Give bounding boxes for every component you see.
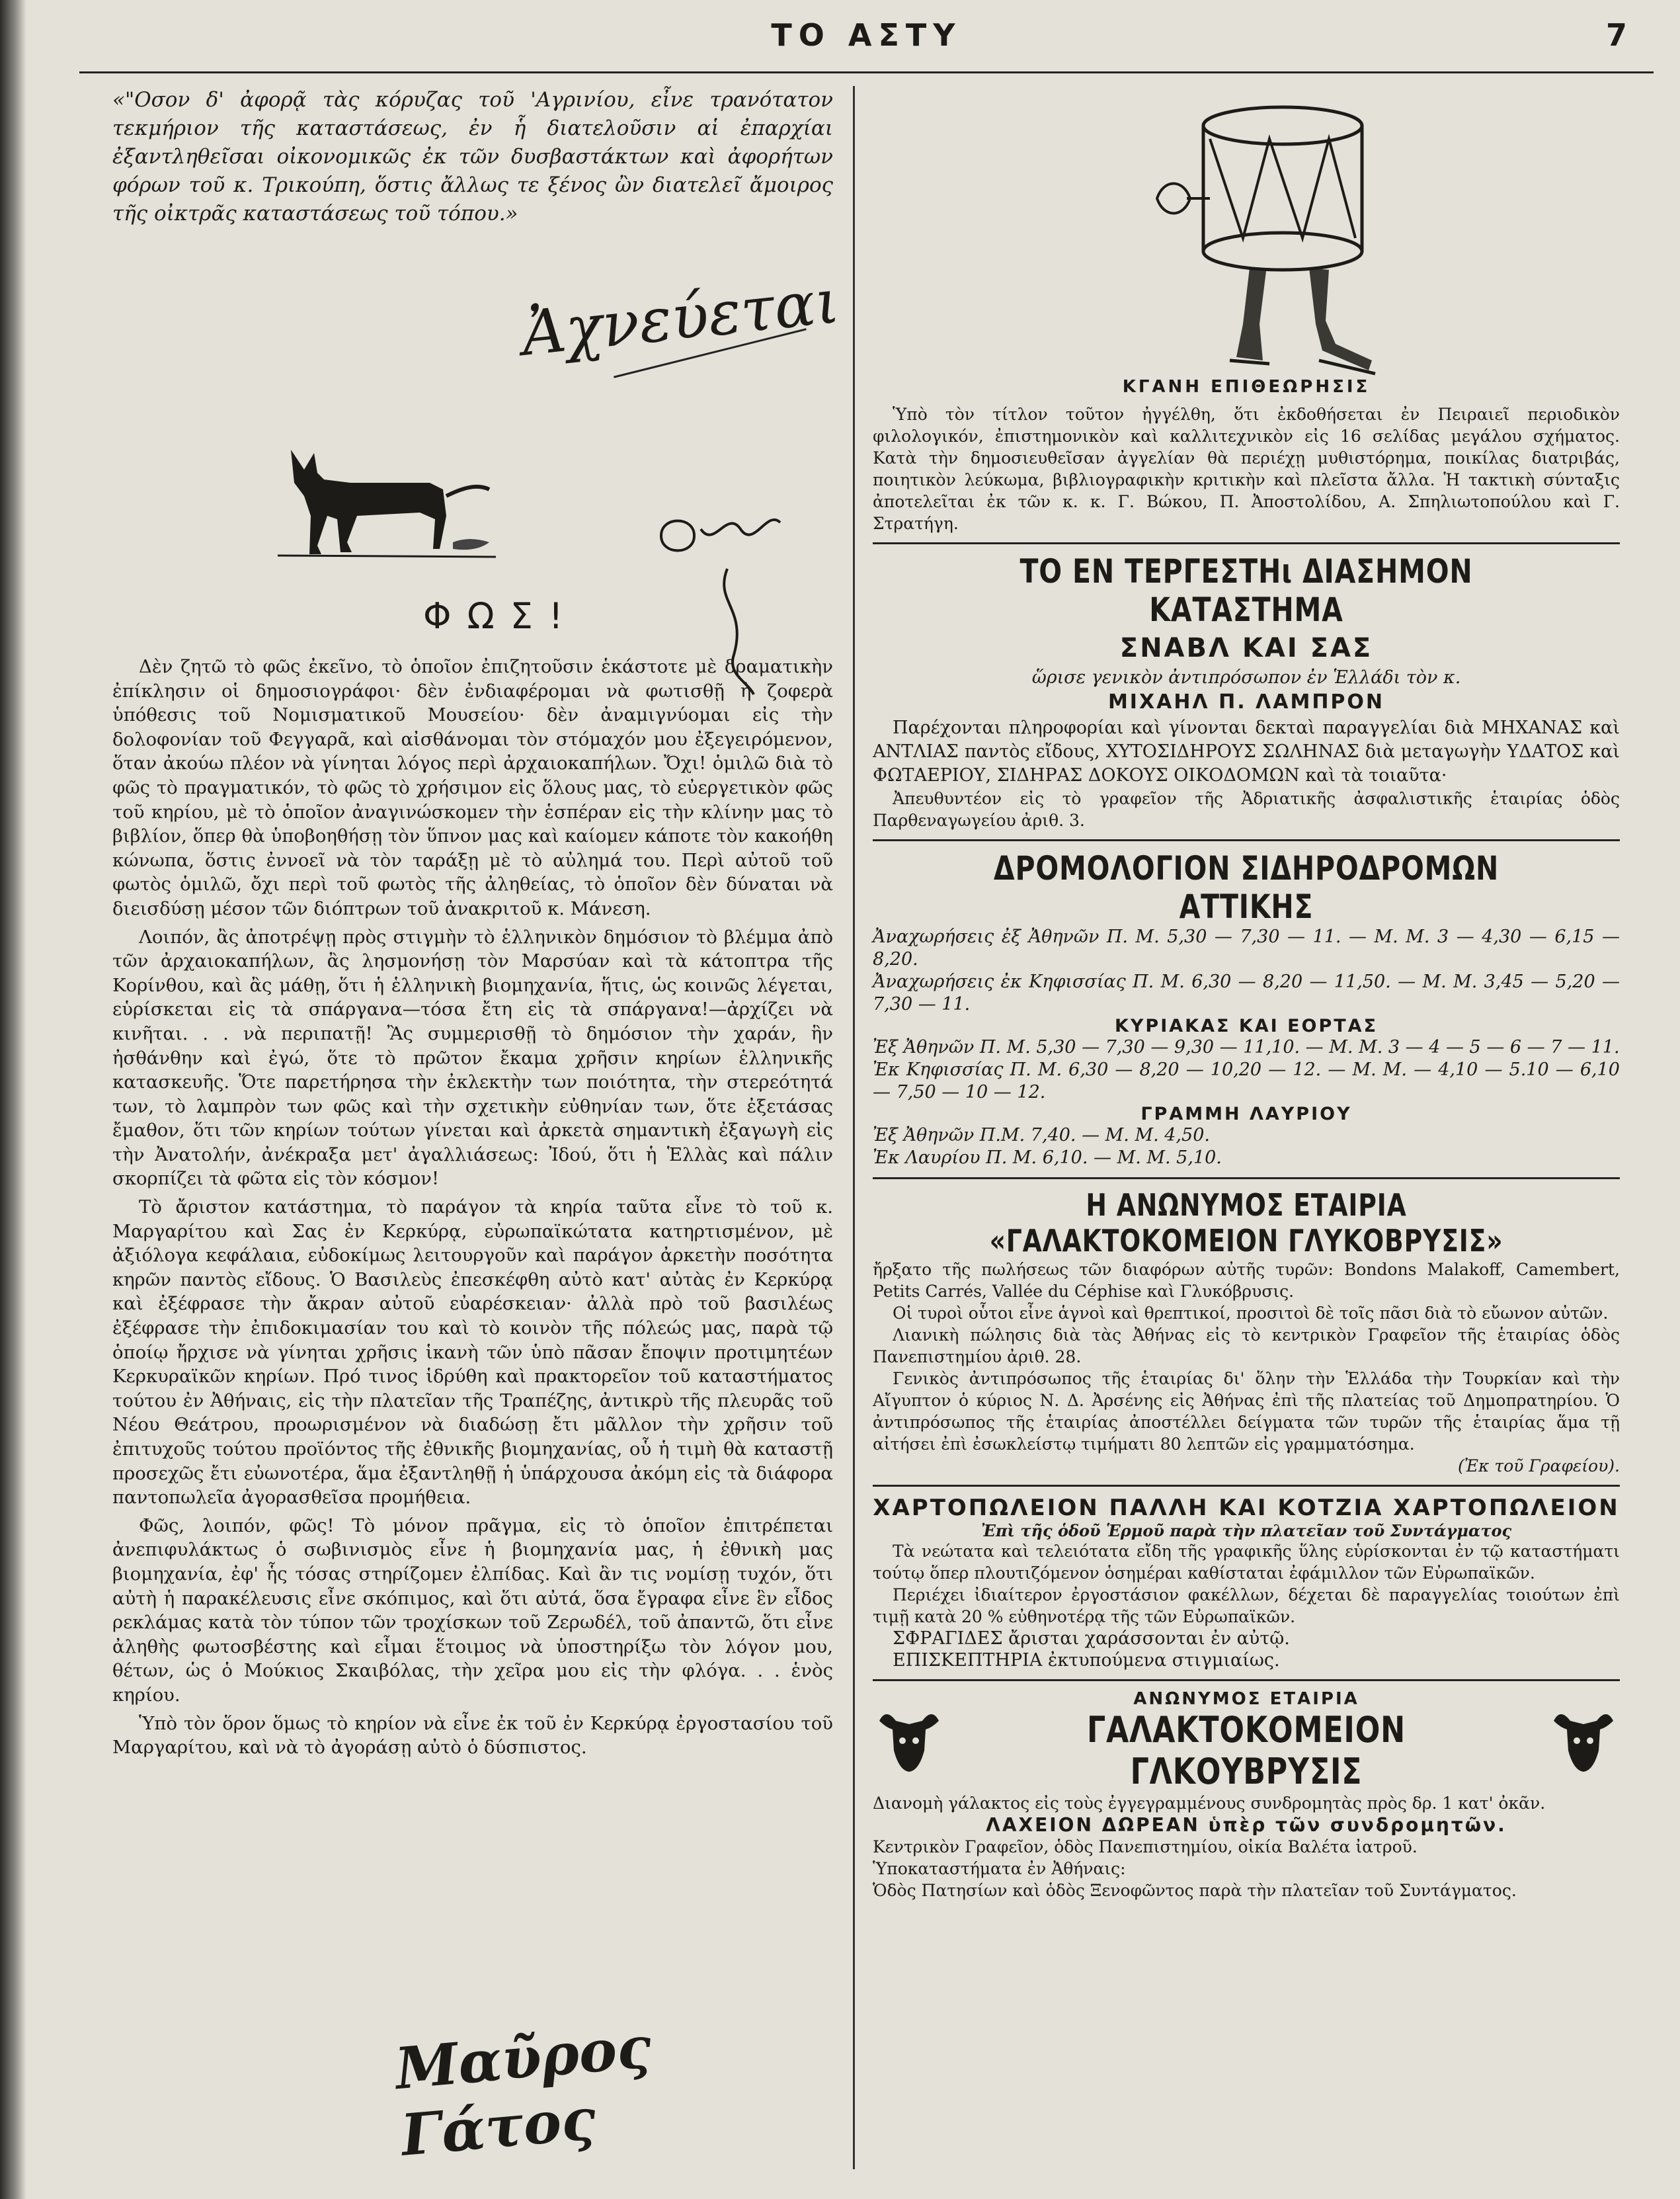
bull-head-icon <box>1547 1704 1620 1777</box>
ad-representative-name: ΜΙΧΑΗΛ Π. ΛΑΜΠΡΟΝ <box>1107 690 1385 714</box>
ad-text: ΣΦΡΑΓΙΔΕΣ ἄρισται χαράσσονται ἐν αὐτῷ. <box>893 1628 1290 1649</box>
timetable-subtitle: ΚΥΡΙΑΚΑΣ ΚΑΙ ΕΟΡΤΑΣ <box>1114 1016 1379 1036</box>
article-paragraph: Ὑπὸ τὸν ὅρον ὅμως τὸ κηρίον νὰ εἶνε ἐκ τοῦ ἐν Κερκύρᾳ ἐργοστασίου τοῦ Μαργαρίτου, καὶ νὰ τὸ ἀγοράσῃ αὐτὸ ὁ δύσπιστος. <box>112 1712 833 1759</box>
signature-text: Ἀχνεύεται <box>518 265 843 370</box>
timetable-line: Ἐξ Ἀθηνῶν Π. Μ. 5,30 — 7,30 — 9,30 — 11,10. — Μ. Μ. 3 — 4 — 5 — 6 — 7 — 11. <box>873 1037 1620 1058</box>
timetable-line: Ἀναχωρήσεις ἐξ Ἀθηνῶν Π. Μ. 5,30 — 7,30 — 11. — Μ. Μ. 3 — 4,30 — 6,15 — 8,20. <box>873 927 1620 970</box>
ad-text: Περιέχει ἰδιαίτερον ἐργοστάσιον φακέλλων, δέχεται δὲ παραγγελίας τοιούτων ἐπὶ τιμῇ κατὰ 20 % εὐθηνοτέρᾳ τῆς τῶν Εὐρωπαϊκῶν. <box>873 1585 1620 1626</box>
divider <box>873 542 1620 544</box>
ad-text: ΛΑΧΕΙΟΝ ΔΩΡΕΑΝ ὑπὲρ τῶν συνδρομητῶν. <box>986 1814 1507 1836</box>
article-paragraph: Τὸ ἄριστον κατάστημα, τὸ παράγον τὰ κηρία ταῦτα εἶνε τὸ τοῦ κ. Μαργαρίτου καὶ Σας ἐν Κερκύρᾳ, εὐρωπαϊκώτατα κατηρτισμένον, μὲ ἀξιόλογα κεφάλαια, εὐδοκίμως λειτουργοῦν καὶ παράγον ἀρκετὴν ποσότητα κηρῶν παντὸς εἴδους. Ὁ Βασιλεὺς ἐπεσκέφθη αὐτὸ κατ' αὐτὰς ἐν Κερκύρᾳ καὶ ἐξέφρασε τὴν ἄκραν αὐτοῦ εὐαρέσκειαν· ἀλλὰ πρὸ τοῦ βασιλέως ἐξέφρασε τὴν ἐπιδοκιμασίαν του καὶ τὸ κοινὸν τῆς πόλεώς μας, παρὰ τῷ ὁποίῳ ἤρχισε νὰ γίνηται χρῆσις ἱκανὴ τῶν ὑπὸ πᾶσαν ἔποψιν προτιμητέων Κερκυραϊκῶν κηρίων. Πρό τινος ἱδρύθη καὶ πρακτορεῖον τοῦ καταστήματος τούτου ἐν Ἀθήναις, εἰς τὴν πλατεῖαν τῆς Τραπέζης, ἀντικρὺ τῆς πλευρᾶς τοῦ Νέου Θεάτρου, προωρισμένον νὰ διαδώσῃ ἔτι μᾶλλον τὴν χρῆσιν τοῦ ἐπιτυχοῦς τούτου προϊόντος τῆς ἐθνικῆς βιομηχανίας, οὗ ἡ τιμὴ θὰ καταστῇ προσεχῶς ἔτι εὐωνοτέρα, ἅμα ἐξαντληθῇ ἡ ὑπάρχουσα ἀκόμη εἰς τὰ διάφορα παντοπωλεῖα ἀγορασθεῖσα προμήθεια. <box>112 1196 833 1509</box>
drum-legs-illustration <box>1150 99 1402 377</box>
ad-text: Ὑποκαταστήματα ἐν Ἀθήναις: <box>873 1859 1126 1878</box>
newspaper-title: ΤΟ ΑΣΤΥ <box>771 17 962 53</box>
ad-galakto-header <box>873 1689 1620 1792</box>
scribble-text: ὁμ ἡ <box>668 477 682 485</box>
ad-top-title: ΑΝΩΝΥΜΟΣ ΕΤΑΙΡΙΑ <box>1133 1689 1359 1709</box>
ad-firm-snavl: ΣΝΑΒΛ ΚΑΙ ΣΑΣ <box>1119 633 1373 663</box>
divider <box>873 1679 1620 1681</box>
page-header <box>79 12 1654 73</box>
ad-line: ὥρισε γενικὸν ἀντιπρόσωπον ἐν Ἑλλάδι τὸν κ. <box>1031 667 1461 688</box>
divider <box>873 1485 1620 1487</box>
timetable-line: Ἐξ Ἀθηνῶν Π.Μ. 7,40. — Μ. Μ. 4,50. <box>873 1125 1210 1145</box>
ad-title-terges: ΤΟ ΕΝ ΤΕΡΓΕΣΤΗι ΔΙΑΣΗΜΟΝ ΚΑΤΑΣΤΗΜΑ <box>1020 552 1473 629</box>
ad-text: ἤρξατο τῆς πωλήσεως τῶν διαφόρων αὐτῆς τυρῶν: Bondons Malakoff, Camembert, Petits Carrés, Vallée du Céphise καὶ Γλυκόβρυσις. <box>873 1260 1620 1301</box>
ad-text: Παρέχονται πληροφορίαι καὶ γίνονται δεκταὶ παραγγελίαι διὰ ΜΗΧΑΝΑΣ καὶ ΑΝΤΛΙΑΣ παντὸς εἴδους, ΧΥΤΟΣΙΔΗΡΟΥΣ ΣΩΛΗΝΑΣ διὰ μεταγωγὴν ΥΔΑΤΟΣ καὶ ΦΩΤΑΕΡΙΟΥ, ΣΙΔΗΡΑΣ ΔΟΚΟΥΣ ΟΙΚΟΔΟΜΩΝ καὶ τὰ τοιαῦτα· <box>873 718 1620 786</box>
ad-address: Ἀπευθυντέον εἰς τὸ γραφεῖον τῆς Ἀδριατικῆς ἀσφαλιστικῆς ἑταιρίας ὁδὸς Παρθεναγωγείου ἀριθ. 3. <box>873 789 1620 830</box>
left-column <box>112 86 843 2176</box>
right-column <box>873 86 1620 2176</box>
dog-illustration <box>278 443 496 562</box>
ad-text: Γενικὸς ἀντιπρόσωπος τῆς ἑταιρίας δι' ὅλην τὴν Ἑλλάδα τὴν Τουρκίαν καὶ τὴν Αἴγυπτον ὁ κύριος Ν. Δ. Ἀρσένης εἰς Ἀθήνας ἐπὶ τῆς πλατείας τοῦ Δημοπρατηρίου. Ὁ ἀντιπρόσωπος τῆς ἑταιρίας ἀποστέλλει δείγματα τῶν τυρῶν τῆς ἑταιρίας ἅμα τῇ αἰτήσει ἐπὶ ἐσωκλείστῳ τιμήματι 80 λεπτῶν εἰς γραμματόσημα. <box>873 1369 1620 1454</box>
ad-title-galakto2: ΓΑΛΑΚΤΟΚΟΜΕΙΟΝ ΓΛΚΟΥΒΡΥΣΙΣ <box>1086 1709 1406 1792</box>
timetable-title: ΔΡΟΜΟΛΟΓΙΟΝ ΣΙΔΗΡΟΔΡΟΜΩΝ ΑΤΤΙΚΗΣ <box>993 849 1500 926</box>
divider <box>873 839 1620 841</box>
page-edge-shadow <box>0 0 26 2199</box>
ad-text: Λιανικὴ πώλησις διὰ τὰς Ἀθήνας εἰς τὸ κεντρικὸν Γραφεῖον τῆς ἑταιρίας ὁδὸς Πανεπιστημίου ἀριθ. 28. <box>873 1325 1620 1366</box>
ad-source: (Ἐκ τοῦ Γραφείου). <box>1457 1456 1620 1475</box>
article-paragraph: Δὲν ζητῶ τὸ φῶς ἐκεῖνο, τὸ ὁποῖον ἐπιζητοῦσιν ἑκάστοτε μὲ δραματικὴν ἐπίκλησιν οἱ δημοσιογράφοι· δὲν ἐνδιαφέρομαι νὰ φωτισθῇ ἡ ζοφερὰ ὑπόθεσις τοῦ Νομισματικοῦ Μουσείου· δὲν ἀναμιγνύομαι εἰς τὴν δολοφονίαν τοῦ Φεγγαρᾶ, καὶ αἰσθάνομαι τὸν στόμαχόν μου ἐξεγειρόμενον, ὅταν ἀκούω πλέον νὰ γίνηται λόγος περὶ ἀρχαιοκαπήλων. Ὄχι! ὁμιλῶ διὰ τὸ φῶς τὸ πραγματικόν, τὸ φῶς τὸ χρήσιμον εἰς ὅλους μας, τὸ εὐεργετικὸν φῶς τοῦ κηρίου, μὲ τὸ ὁποῖον ἀναγινώσκομεν τὴν ἑσπέραν εἰς τὴν κλίνην μας τὸ βιβλίον, ὅπερ θὰ ὑποβοηθήσῃ τὸν ὕπνον μας καὶ καίομεν κάποτε τὸν κακοήθη κώνωπα, ὅστις ἐννοεῖ νὰ τὸν ταράξῃ μὲ τὸ αὐλημά του. Περὶ αὐτοῦ τοῦ φωτὸς ὁμιλῶ, ὄχι περὶ τοῦ φωτὸς τῆς ἀληθείας, τὸ ὁποῖον δὲν δύναται νὰ διεισδύσῃ μέσον τῶν διόπτρων τοῦ ἀνακριτοῦ κ. Μάνεση. <box>112 656 833 919</box>
bull-head-icon <box>873 1704 945 1777</box>
kganh-paragraph: Ὑπὸ τὸν τίτλον τοῦτον ἠγγέλθη, ὅτι ἐκδοθήσεται ἐν Πειραιεῖ περιοδικὸν φιλολογικόν, ἐπιστημονικὸν καὶ καλλιτεχνικὸν εἰς 16 σελίδας μεγάλου σχήματος. Κατὰ τὴν δημοσιευθεῖσαν ἀγγελίαν θὰ περιέχῃ μυθιστόρημα, ποικίλας διατριβάς, ποιητικὸν λεύκωμα, βιβλιογραφικὴν κριτικὴν καὶ πλεῖστα ἄλλα. Ἡ τακτικὴ σύνταξις ἀποτελεῖται ἐκ τῶν κ. κ. Γ. Βώκου, Π. Ἀποστολίδου, Α. Σπηλιωτοπούλου καὶ Γ. Στρατήγη. <box>873 405 1620 533</box>
article-phos <box>112 655 833 1764</box>
timetable-line: Ἐκ Κηφισσίας Π. Μ. 6,30 — 8,20 — 10,20 — 12. — Μ. Μ. — 4,10 — 5.10 — 6,10 — 7,50 — 10 — 12. <box>873 1059 1620 1102</box>
signature-illustration <box>518 265 843 391</box>
ad-subtitle: Ἐπὶ τῆς ὁδοῦ Ἑρμοῦ παρὰ τὴν πλατεῖαν τοῦ Συντάγματος <box>980 1521 1512 1540</box>
article-paragraph: Φῶς, λοιπόν, φῶς! Τὸ μόνον πρᾶγμα, εἰς τὸ ὁποῖον ἐπιτρέπεται ἀνεπιφυλάκτως ὁ σωβινισμὸς εἶνε ἡ βιομηχανία μας, ἡ ἐθνικὴ μας βιομηχανία, ἐφ' ἧς τόσας στηρίζομεν ἐλπίδας. Καὶ ἂν τις νομίσῃ τυχόν, ὅτι αὐτὴ ἡ παρακέλευσις εἶνε σκόπιμος, καὶ ὅτι αὐτά, ὅσα ἔγραφα εἶνε ἓν εἶδος ρεκλάμας κατὰ τὸν τύπον τῶν τροχίσκων τοῦ Ζερωδέλ, τοῦ ἀπαντῶ, ὅτι εἶνε ἀληθὴς φωτοσβέστης καὶ εἶμαι ἕτοιμος νὰ ὑποστηρίξω τὸν λόγον μου, θέτων, ὡς ὁ Μούκιος Σκαιβόλας, τὴν χεῖρα μου εἰς τὴν φλόγα. . . ἑνὸς κηρίου. <box>112 1514 833 1706</box>
column-divider <box>853 86 855 2169</box>
ad-title-galaktokomeion: Η ΑΝΩΝΥΜΟΣ ΕΤΑΙΡΙΑ «ΓΑΛΑΚΤΟΚΟΜΕΙΟΝ ΓΛΥΚΟΒΡΥΣΙΣ» <box>989 1187 1503 1259</box>
ad-text: Ὁδὸς Πατησίων καὶ ὁδὸς Ξενοφῶντος παρὰ τὴν πλατεῖαν τοῦ Συντάγματος. <box>873 1881 1517 1900</box>
ad-text: Οἱ τυροὶ οὗτοι εἶνε ἁγνοὶ καὶ θρεπτικοί, προσιτοὶ δὲ τοῖς πᾶσι διὰ τὸ εὔωνον αὐτῶν. <box>893 1304 1609 1323</box>
signature-mavros-gatos: Μαῦρος Γάτος <box>392 2013 655 2169</box>
timetable-subtitle: ΓΡΑΜΜΗ ΛΑΥΡΙΟΥ <box>1140 1104 1352 1124</box>
article-paragraph: Λοιπόν, ἂς ἀποτρέψῃ πρὸς στιγμὴν τὸ ἑλληνικὸν δημόσιον τὸ βλέμμα ἀπὸ τῶν ἀρχαιοκαπήλων, ἂς λησμονήσῃ τὸν Μαρσύαν καὶ τὰ κάτοπτρα τῆς Κορίνθου, καὶ ἂς μάθῃ, ὅτι ἡ ἑλληνικὴ βιομηχανία, ἥτις, ὡς κοινῶς λέγεται, εὑρίσκεται εἰς τὰ σπάργανα—τόσα ἔτη εἰς τὰ σπάργανα!—ἀρχίζει νὰ κινῆται. . . νὰ περιπατῇ! Ἂς συμμερισθῇ τὸ δημόσιον τὴν χαράν, ἣν ἠσθάνθην καὶ ἐγώ, ὅτε τὸ πρῶτον ἔκαμα χρῆσιν κηρίων ἑλληνικῆς κατασκευῆς. Ὅτε παρετήρησα τὴν ἐκλεκτὴν των ποιότητα, τὴν στερεότητά των, τὸ λαμπρὸν των φῶς καὶ τὴν σχετικὴν εὐθηνίαν των, ὅτε ἐξετάσας ἔμαθον, ὅτι τῶν κηρίων τούτων γίνεται καὶ ἀρκετὰ σημαντικὴ ἐξαγωγὴ εἰς τὴν Ἀνατολήν, ἀνέκραξα μετ' ἀγαλλιάσεως: Ἰδού, ὅτι ἡ Ἑλλὰς καὶ πάλιν σκορπίζει τὰ φῶτα εἰς τὸν κόσμον! <box>112 926 833 1190</box>
timetable-line: Ἀναχωρήσεις ἐκ Κηφισσίας Π. Μ. 6,30 — 8,20 — 11,50. — Μ. Μ. 3,45 — 5,20 — 7,30 — 11. <box>873 972 1620 1015</box>
ad-text: Διανομὴ γάλακτος εἰς τοὺς ἐγγεγραμμένους συνδρομητὰς πρὸς δρ. 1 κατ' ὀκᾶν. <box>873 1794 1546 1813</box>
page-number: 7 <box>1605 17 1627 53</box>
divider <box>873 1177 1620 1179</box>
section-title-phos: ΦΩΣ! <box>423 595 579 637</box>
section-title-kganh: ΚΓΑΝΗ ΕΠΙΘΕΩΡΗΣΙΣ <box>1122 377 1371 397</box>
ad-text: ΕΠΙΣΚΕΠΤΗΡΙΑ ἐκτυπούμενα στιγμιαίως. <box>893 1650 1280 1671</box>
quote-paragraph: «"Οσον δ' ἀφορᾷ τὰς κόρυζας τοῦ 'Αγρινίου, εἶνε τρανότατον τεκμήριον τῆς καταστάσεως, ἐν ἧ διατελοῦσιν αἱ ἐπαρχίαι ἐξαντληθεῖσαι οἰκονομικῶς ἐκ τῶν δυσβαστάκτων καὶ ἀφορήτων φόρων τοῦ κ. Τρικούπη, ὅστις ἄλλως τε ξένος ὢν διατελεῖ ἄμοιρος τῆς οἰκτρᾶς καταστάσεως τοῦ τόπου.» <box>112 88 833 226</box>
ad-text: Τὰ νεώτατα καὶ τελειότατα εἴδη τῆς γραφικῆς ὕλης εὑρίσκονται ἐν τῷ καταστήματι τούτῳ ὅπερ πλουτιζόμενον ὁσημέραι καθίσταται ἐφάμιλλον τῶν Εὐρωπαϊκῶν. <box>873 1542 1620 1583</box>
ad-galakto-titles <box>945 1689 1547 1792</box>
right-ads-flow <box>873 377 1620 1901</box>
ad-text: Κεντρικὸν Γραφεῖον, ὁδὸς Πανεπιστημίου, οἰκία Βαλέτα ἰατροῦ. <box>873 1837 1418 1856</box>
ad-title-chartopoleion: ΧΑΡΤΟΠΩΛΕΙΟΝ ΠΑΛΛΗ ΚΑΙ ΚΟΤΖΙΑ ΧΑΡΤΟΠΩΛΕΙΟΝ <box>873 1495 1620 1521</box>
timetable-line: Ἐκ Λαυρίου Π. Μ. 6,10. — Μ. Μ. 5,10. <box>873 1147 1222 1168</box>
